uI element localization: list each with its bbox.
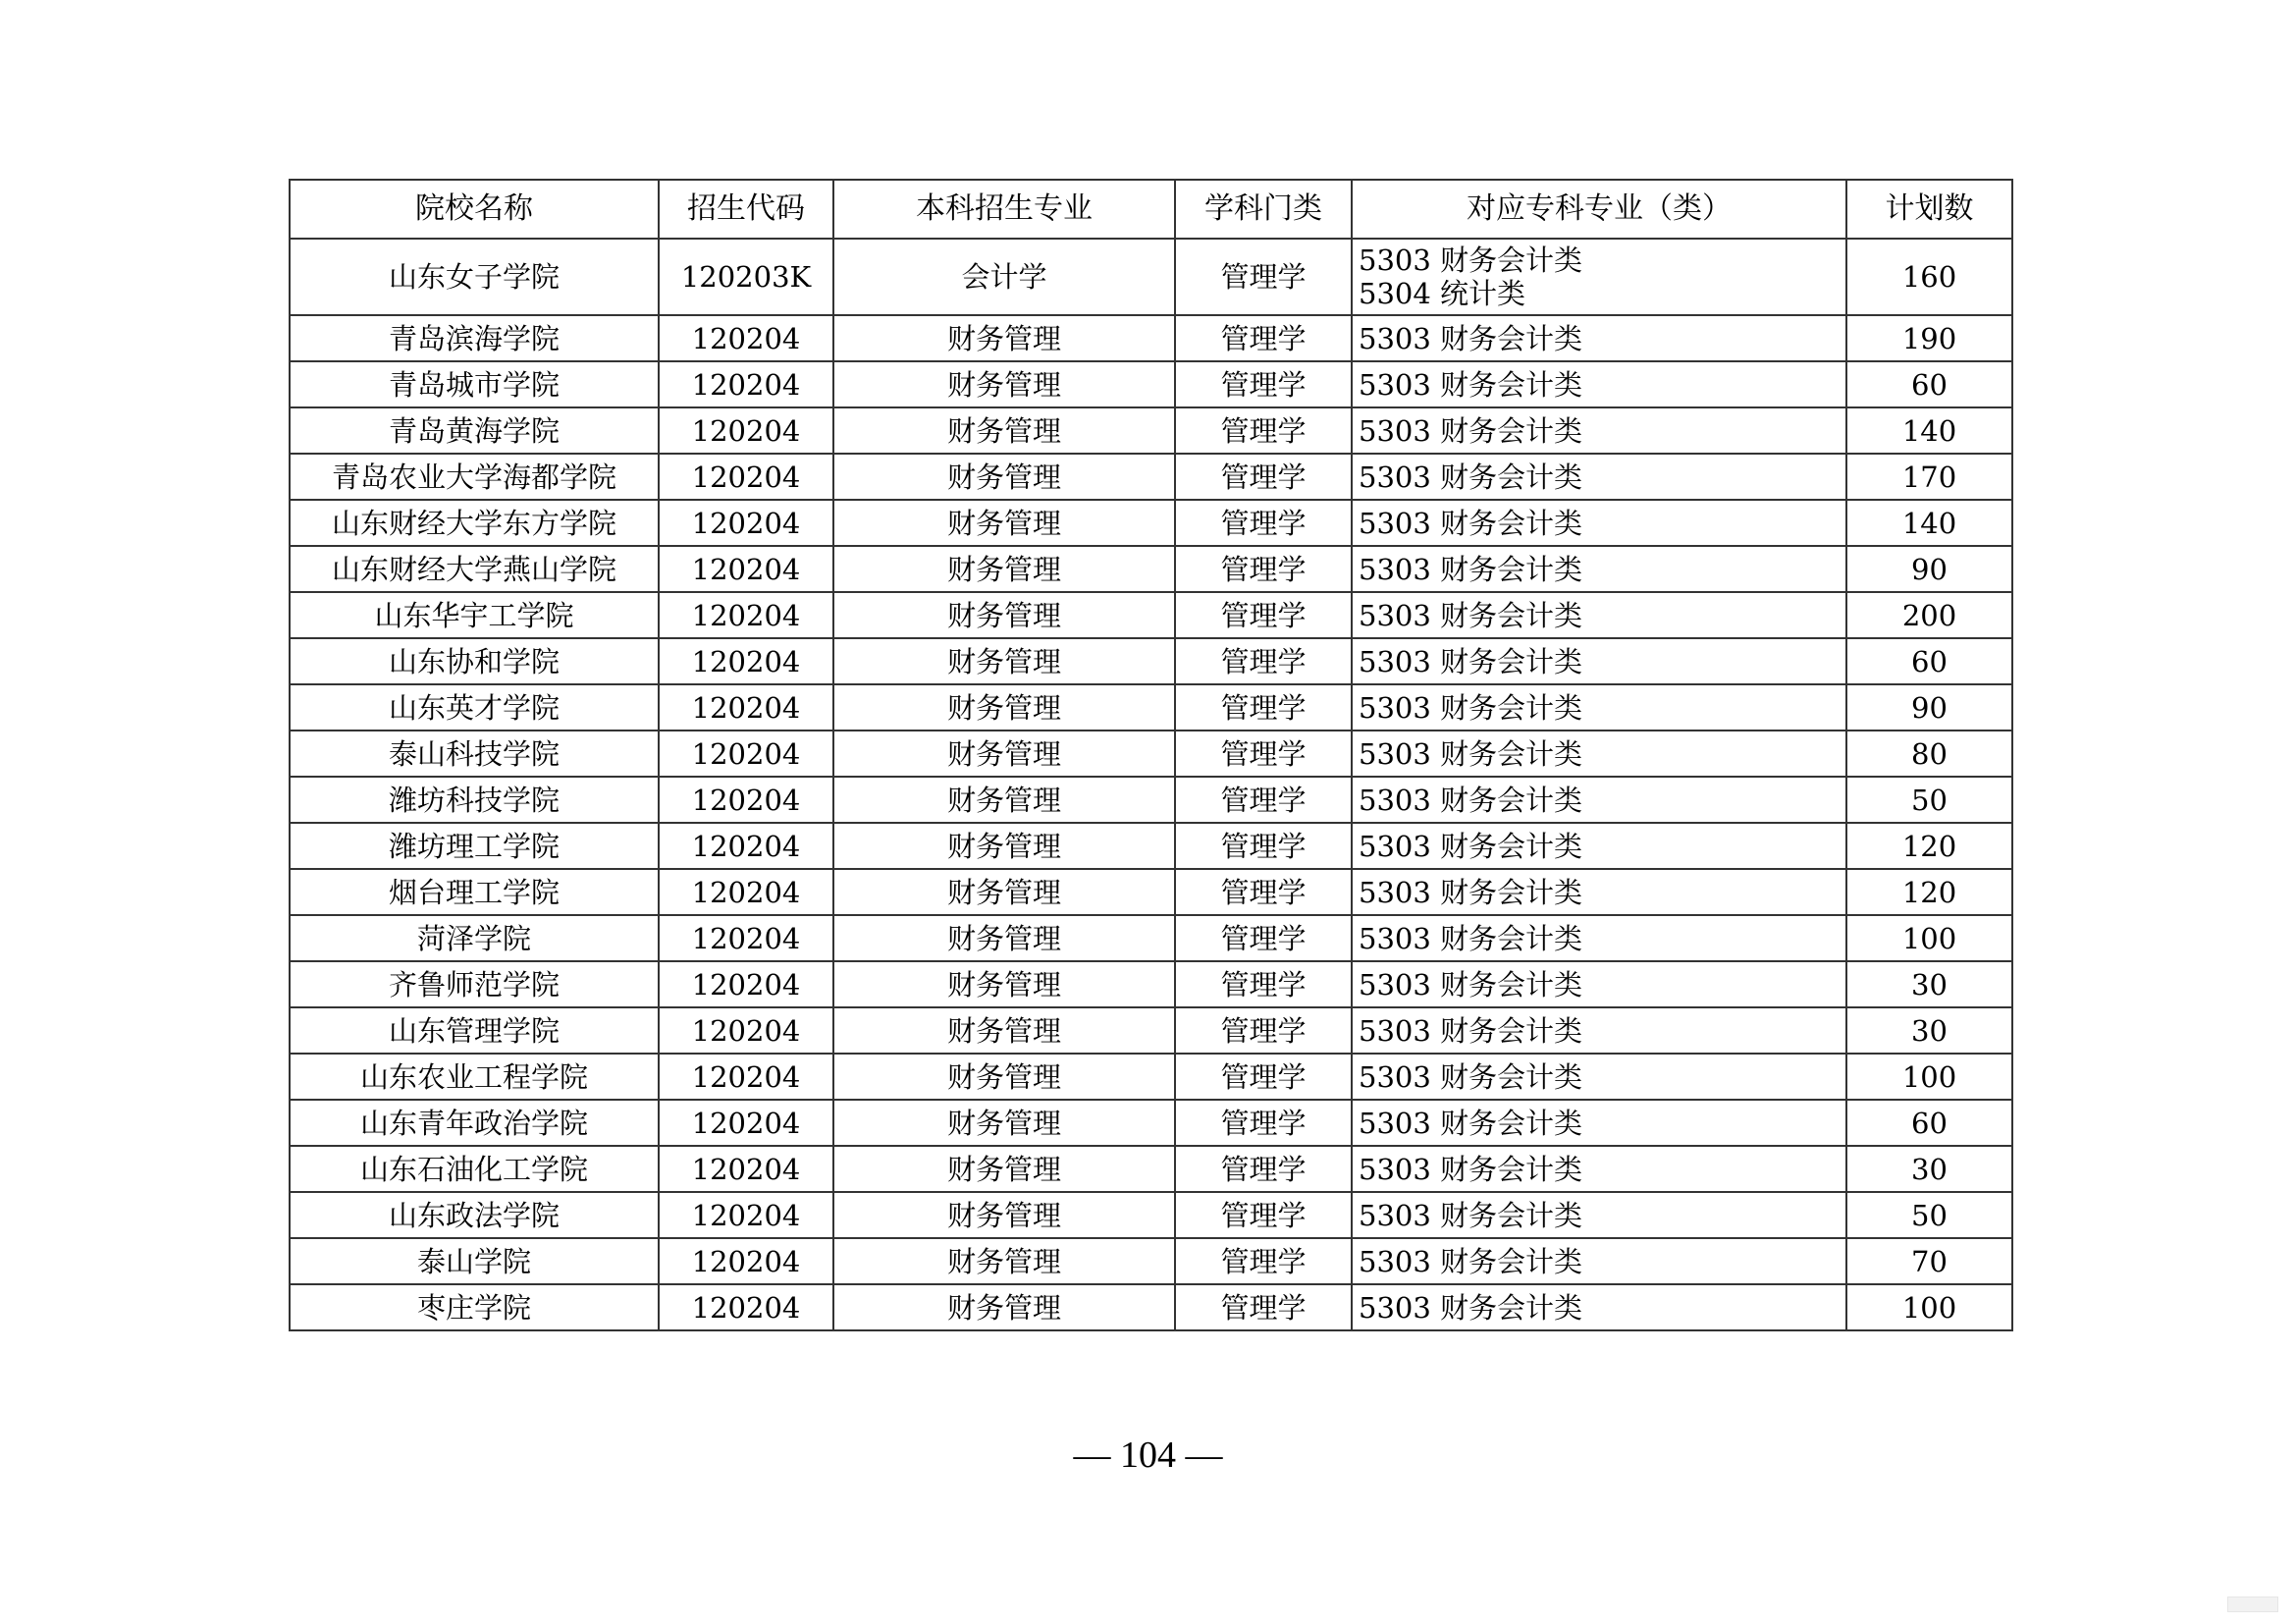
cell-discipline: 管理学 <box>1175 546 1352 592</box>
table-row <box>290 1054 2012 1100</box>
cell-undergrad-major: 财务管理 <box>833 1146 1175 1192</box>
cell-discipline: 管理学 <box>1175 961 1352 1007</box>
cell-undergrad-major: 财务管理 <box>833 777 1175 823</box>
cell-related-junior-major <box>1352 1238 1846 1284</box>
cell-discipline: 管理学 <box>1175 592 1352 638</box>
related-major-line: 5303 财务会计类 <box>1359 460 1583 494</box>
cell-related-junior-major <box>1352 869 1846 915</box>
cell-related-junior-major <box>1352 1007 1846 1054</box>
cell-discipline: 管理学 <box>1175 915 1352 961</box>
cell-plan-count: 30 <box>1846 1146 2012 1192</box>
cell-enrollment-code: 120204 <box>659 315 833 361</box>
cell-undergrad-major: 财务管理 <box>833 500 1175 546</box>
cell-enrollment-code: 120204 <box>659 823 833 869</box>
cell-plan-count: 30 <box>1846 961 2012 1007</box>
related-major-line: 5303 财务会计类 <box>1359 783 1583 817</box>
table-row <box>290 315 2012 361</box>
cell-related-junior-major <box>1352 961 1846 1007</box>
cell-enrollment-code: 120204 <box>659 1192 833 1238</box>
cell-enrollment-code: 120204 <box>659 1100 833 1146</box>
cell-enrollment-code: 120204 <box>659 1238 833 1284</box>
cell-plan-count: 30 <box>1846 1007 2012 1054</box>
cell-undergrad-major: 财务管理 <box>833 638 1175 684</box>
table-row <box>290 777 2012 823</box>
cell-school-name: 山东英才学院 <box>290 684 659 731</box>
watermark-logo <box>2227 1597 2278 1612</box>
cell-undergrad-major: 财务管理 <box>833 1284 1175 1330</box>
cell-plan-count: 140 <box>1846 407 2012 454</box>
related-major-line: 5303 财务会计类 <box>1359 598 1583 632</box>
cell-enrollment-code: 120204 <box>659 915 833 961</box>
cell-enrollment-code: 120204 <box>659 731 833 777</box>
cell-undergrad-major: 财务管理 <box>833 1238 1175 1284</box>
cell-undergrad-major: 财务管理 <box>833 1192 1175 1238</box>
related-major-line: 5303 财务会计类 <box>1359 1198 1583 1232</box>
related-major-line: 5303 财务会计类 <box>1359 967 1583 1001</box>
cell-enrollment-code: 120204 <box>659 777 833 823</box>
table-row <box>290 454 2012 500</box>
table-row <box>290 915 2012 961</box>
cell-undergrad-major: 财务管理 <box>833 823 1175 869</box>
cell-enrollment-code: 120204 <box>659 407 833 454</box>
cell-undergrad-major: 财务管理 <box>833 1054 1175 1100</box>
cell-plan-count: 100 <box>1846 1284 2012 1330</box>
header-related-junior-major: 对应专科专业（类） <box>1352 180 1846 239</box>
cell-school-name: 潍坊科技学院 <box>290 777 659 823</box>
table-row <box>290 546 2012 592</box>
table-row <box>290 684 2012 731</box>
cell-plan-count: 190 <box>1846 315 2012 361</box>
cell-enrollment-code: 120204 <box>659 546 833 592</box>
cell-related-junior-major <box>1352 1054 1846 1100</box>
cell-discipline: 管理学 <box>1175 361 1352 407</box>
related-major-line: 5303 财务会计类 <box>1359 506 1583 540</box>
related-major-line: 5303 财务会计类 <box>1359 1152 1583 1186</box>
related-major-line: 5303 财务会计类 <box>1359 829 1583 863</box>
related-major-line: 5303 财务会计类 <box>1359 690 1583 725</box>
cell-plan-count: 160 <box>1846 239 2012 315</box>
header-plan-count: 计划数 <box>1846 180 2012 239</box>
related-major-line: 5303 财务会计类 <box>1359 1013 1583 1048</box>
cell-related-junior-major <box>1352 407 1846 454</box>
cell-school-name: 枣庄学院 <box>290 1284 659 1330</box>
cell-plan-count: 90 <box>1846 546 2012 592</box>
page-number: — 104 — <box>1073 1435 1223 1476</box>
cell-plan-count: 60 <box>1846 1100 2012 1146</box>
cell-plan-count: 80 <box>1846 731 2012 777</box>
cell-school-name: 青岛滨海学院 <box>290 315 659 361</box>
cell-enrollment-code: 120204 <box>659 1146 833 1192</box>
cell-school-name: 山东财经大学东方学院 <box>290 500 659 546</box>
cell-enrollment-code: 120204 <box>659 500 833 546</box>
cell-school-name: 青岛农业大学海都学院 <box>290 454 659 500</box>
table-row <box>290 731 2012 777</box>
cell-plan-count: 140 <box>1846 500 2012 546</box>
table-header-row <box>290 180 2012 239</box>
cell-plan-count: 60 <box>1846 638 2012 684</box>
cell-discipline: 管理学 <box>1175 823 1352 869</box>
related-major-line: 5303 财务会计类 <box>1359 921 1583 955</box>
cell-discipline: 管理学 <box>1175 500 1352 546</box>
related-major-line: 5303 财务会计类 <box>1359 1059 1583 1094</box>
related-major-line: 5303 财务会计类 <box>1359 321 1583 355</box>
cell-plan-count: 90 <box>1846 684 2012 731</box>
table-row <box>290 1100 2012 1146</box>
cell-related-junior-major <box>1352 1284 1846 1330</box>
cell-discipline: 管理学 <box>1175 315 1352 361</box>
related-major-line: 5303 财务会计类 <box>1359 244 1583 277</box>
cell-related-junior-major <box>1352 500 1846 546</box>
cell-school-name: 山东管理学院 <box>290 1007 659 1054</box>
cell-undergrad-major: 财务管理 <box>833 315 1175 361</box>
cell-plan-count: 50 <box>1846 1192 2012 1238</box>
cell-discipline: 管理学 <box>1175 407 1352 454</box>
cell-enrollment-code: 120204 <box>659 869 833 915</box>
cell-enrollment-code: 120204 <box>659 454 833 500</box>
cell-enrollment-code: 120204 <box>659 961 833 1007</box>
cell-related-junior-major <box>1352 239 1846 315</box>
related-major-line: 5303 财务会计类 <box>1359 1106 1583 1140</box>
cell-undergrad-major: 会计学 <box>833 239 1175 315</box>
table-row <box>290 823 2012 869</box>
cell-related-junior-major <box>1352 315 1846 361</box>
related-major-line: 5303 财务会计类 <box>1359 1290 1583 1325</box>
header-discipline: 学科门类 <box>1175 180 1352 239</box>
cell-enrollment-code: 120204 <box>659 592 833 638</box>
table-row <box>290 500 2012 546</box>
cell-school-name: 潍坊理工学院 <box>290 823 659 869</box>
cell-plan-count: 120 <box>1846 823 2012 869</box>
cell-related-junior-major <box>1352 1100 1846 1146</box>
cell-enrollment-code: 120204 <box>659 638 833 684</box>
cell-related-junior-major <box>1352 1192 1846 1238</box>
table-row <box>290 1146 2012 1192</box>
cell-plan-count: 50 <box>1846 777 2012 823</box>
cell-school-name: 山东青年政治学院 <box>290 1100 659 1146</box>
cell-school-name: 山东财经大学燕山学院 <box>290 546 659 592</box>
cell-discipline: 管理学 <box>1175 777 1352 823</box>
cell-related-junior-major <box>1352 546 1846 592</box>
cell-school-name: 山东女子学院 <box>290 239 659 315</box>
header-school-name: 院校名称 <box>290 180 659 239</box>
cell-discipline: 管理学 <box>1175 638 1352 684</box>
cell-school-name: 菏泽学院 <box>290 915 659 961</box>
cell-plan-count: 70 <box>1846 1238 2012 1284</box>
table-row <box>290 1192 2012 1238</box>
cell-plan-count: 60 <box>1846 361 2012 407</box>
cell-discipline: 管理学 <box>1175 1284 1352 1330</box>
cell-undergrad-major: 财务管理 <box>833 454 1175 500</box>
cell-discipline: 管理学 <box>1175 684 1352 731</box>
related-major-line: 5303 财务会计类 <box>1359 413 1583 448</box>
cell-undergrad-major: 财务管理 <box>833 361 1175 407</box>
cell-discipline: 管理学 <box>1175 454 1352 500</box>
cell-related-junior-major <box>1352 454 1846 500</box>
table-row <box>290 1238 2012 1284</box>
cell-discipline: 管理学 <box>1175 1192 1352 1238</box>
related-major-line: 5303 财务会计类 <box>1359 1244 1583 1278</box>
related-major-line: 5303 财务会计类 <box>1359 552 1583 586</box>
related-major-line: 5303 财务会计类 <box>1359 875 1583 909</box>
table-row <box>290 1284 2012 1330</box>
table-body <box>290 239 2012 1330</box>
cell-enrollment-code: 120204 <box>659 1284 833 1330</box>
cell-undergrad-major: 财务管理 <box>833 1100 1175 1146</box>
table-row <box>290 407 2012 454</box>
table-row <box>290 592 2012 638</box>
cell-enrollment-code: 120204 <box>659 1007 833 1054</box>
cell-plan-count: 200 <box>1846 592 2012 638</box>
cell-enrollment-code: 120204 <box>659 684 833 731</box>
cell-undergrad-major: 财务管理 <box>833 546 1175 592</box>
cell-school-name: 青岛黄海学院 <box>290 407 659 454</box>
cell-related-junior-major <box>1352 915 1846 961</box>
cell-undergrad-major: 财务管理 <box>833 961 1175 1007</box>
cell-discipline: 管理学 <box>1175 1146 1352 1192</box>
cell-enrollment-code: 120204 <box>659 361 833 407</box>
enrollment-plan-table <box>289 179 2013 1331</box>
cell-school-name: 山东石油化工学院 <box>290 1146 659 1192</box>
related-major-line: 5304 统计类 <box>1359 277 1526 310</box>
cell-discipline: 管理学 <box>1175 1238 1352 1284</box>
cell-related-junior-major <box>1352 731 1846 777</box>
cell-undergrad-major: 财务管理 <box>833 1007 1175 1054</box>
cell-school-name: 青岛城市学院 <box>290 361 659 407</box>
cell-plan-count: 100 <box>1846 1054 2012 1100</box>
cell-school-name: 山东政法学院 <box>290 1192 659 1238</box>
cell-undergrad-major: 财务管理 <box>833 915 1175 961</box>
related-major-line: 5303 财务会计类 <box>1359 367 1583 402</box>
cell-school-name: 泰山科技学院 <box>290 731 659 777</box>
table-row <box>290 361 2012 407</box>
table-row <box>290 961 2012 1007</box>
cell-related-junior-major <box>1352 361 1846 407</box>
cell-undergrad-major: 财务管理 <box>833 592 1175 638</box>
table-row <box>290 638 2012 684</box>
cell-related-junior-major <box>1352 638 1846 684</box>
cell-school-name: 泰山学院 <box>290 1238 659 1284</box>
cell-related-junior-major <box>1352 823 1846 869</box>
cell-related-junior-major <box>1352 1146 1846 1192</box>
cell-discipline: 管理学 <box>1175 1054 1352 1100</box>
table-row <box>290 239 2012 315</box>
cell-discipline: 管理学 <box>1175 731 1352 777</box>
cell-plan-count: 170 <box>1846 454 2012 500</box>
cell-school-name: 烟台理工学院 <box>290 869 659 915</box>
cell-discipline: 管理学 <box>1175 869 1352 915</box>
cell-plan-count: 100 <box>1846 915 2012 961</box>
cell-undergrad-major: 财务管理 <box>833 684 1175 731</box>
cell-undergrad-major: 财务管理 <box>833 869 1175 915</box>
cell-discipline: 管理学 <box>1175 1100 1352 1146</box>
cell-discipline: 管理学 <box>1175 239 1352 315</box>
cell-undergrad-major: 财务管理 <box>833 731 1175 777</box>
cell-related-junior-major <box>1352 777 1846 823</box>
related-major-line: 5303 财务会计类 <box>1359 736 1583 771</box>
cell-school-name: 山东农业工程学院 <box>290 1054 659 1100</box>
cell-school-name: 山东协和学院 <box>290 638 659 684</box>
cell-related-junior-major <box>1352 684 1846 731</box>
cell-enrollment-code: 120204 <box>659 1054 833 1100</box>
cell-school-name: 山东华宇工学院 <box>290 592 659 638</box>
table-row <box>290 1007 2012 1054</box>
cell-enrollment-code: 120203K <box>659 239 833 315</box>
cell-undergrad-major: 财务管理 <box>833 407 1175 454</box>
cell-related-junior-major <box>1352 592 1846 638</box>
cell-plan-count: 120 <box>1846 869 2012 915</box>
related-major-line: 5303 财务会计类 <box>1359 644 1583 678</box>
table-row <box>290 869 2012 915</box>
cell-discipline: 管理学 <box>1175 1007 1352 1054</box>
header-enrollment-code: 招生代码 <box>659 180 833 239</box>
cell-school-name: 齐鲁师范学院 <box>290 961 659 1007</box>
header-undergrad-major: 本科招生专业 <box>833 180 1175 239</box>
